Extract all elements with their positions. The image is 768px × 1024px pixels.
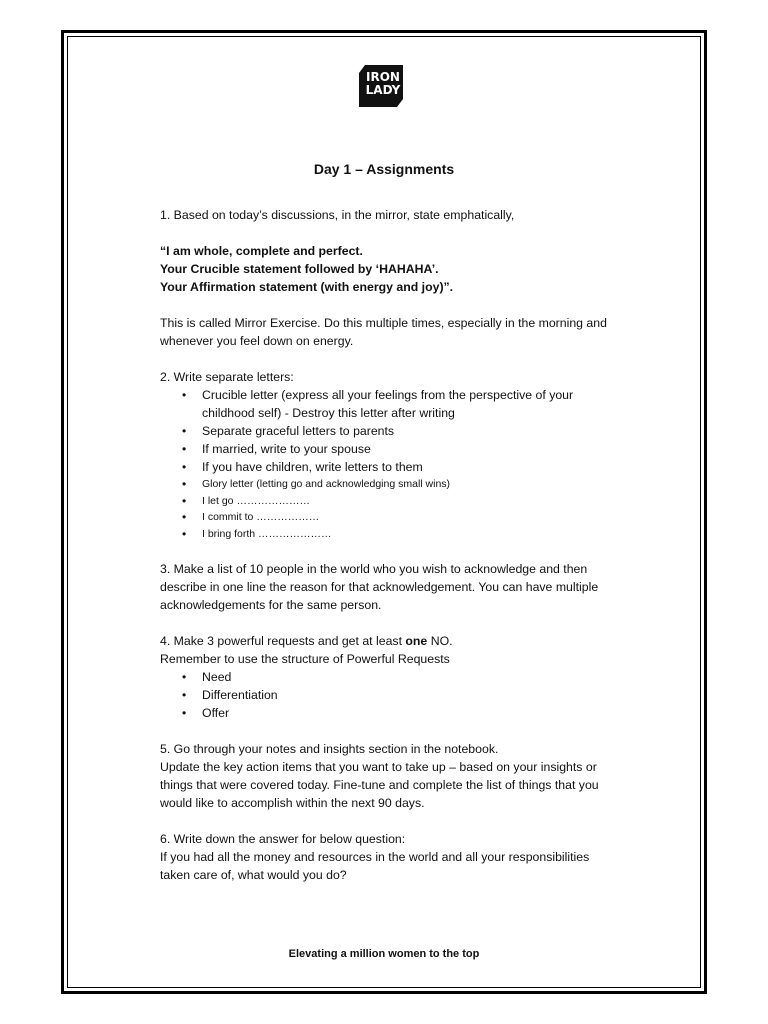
section5-line4: would like to accomplish within the next 90 days. — [160, 796, 425, 810]
list-item-text: Crucible letter (express all your feelings from the perspective of your — [202, 388, 574, 402]
section4-line1-end: NO. — [427, 634, 453, 648]
list-item-text: Need — [202, 670, 232, 684]
section1-intro: 1. Based on today’s discussions, in the mirror, state emphatically, — [160, 208, 515, 222]
list-item-text: I let go ………………… — [202, 494, 310, 507]
section5-line2: Update the key action items that you want to take up – based on your insights or — [160, 760, 597, 774]
section3-line3: acknowledgements for the same person. — [160, 598, 382, 612]
list-item — [202, 386, 640, 422]
requests-list — [160, 668, 640, 722]
section5-line3: things that were covered today. Fine-tune and complete the list of things that you — [160, 778, 599, 792]
list-item — [202, 422, 640, 440]
list-item — [202, 509, 640, 526]
section4-line1 — [160, 632, 640, 650]
list-item-text: I commit to ……………… — [202, 511, 320, 523]
footer-tagline: Elevating a million women to the top — [288, 948, 480, 960]
section5-line1: 5. Go through your notes and insights section in the notebook. — [160, 742, 499, 756]
section2-heading: 2. Write separate letters: — [160, 370, 294, 384]
list-item — [202, 668, 640, 686]
section4-line1-start: 4. Make 3 powerful requests and get at least — [160, 634, 406, 648]
section6-line1: 6. Write down the answer for below question: — [160, 832, 406, 846]
list-item — [202, 493, 640, 510]
iron-lady-logo — [359, 65, 403, 107]
logo-text-line2: LADY — [365, 83, 401, 97]
section6-line3: taken care of, what would you do? — [160, 868, 347, 882]
assignment-content — [160, 206, 640, 884]
list-item-text: If married, write to your spouse — [202, 442, 371, 456]
section4-line1-emphasis: one — [405, 634, 428, 648]
section6-line2: If you had all the money and resources in the world and all your responsibilities — [160, 850, 590, 864]
logo-text-line1: IRON — [366, 70, 400, 84]
section1-note-line2: whenever you feel down on energy. — [160, 334, 354, 348]
list-item-text: I bring forth ………………… — [202, 527, 332, 540]
section4-line2: Remember to use the structure of Powerful Requests — [160, 652, 450, 666]
list-item-text: Separate graceful letters to parents — [202, 424, 395, 438]
section1-quote-line1: “I am whole, complete and perfect. — [160, 244, 363, 258]
list-item-text: Glory letter (letting go and acknowledging small wins) — [202, 478, 451, 490]
list-item — [202, 440, 640, 458]
section3-line2: describe in one line the reason for that acknowledgement. You can have multiple — [160, 580, 599, 594]
section1-note-line1: This is called Mirror Exercise. Do this multiple times, especially in the morning and — [160, 316, 607, 330]
section1-quote-line3: Your Affirmation statement (with energy and joy)”. — [160, 280, 454, 294]
section1-quote-line2: Your Crucible statement followed by ‘HAHAHA’. — [160, 262, 439, 276]
list-item — [202, 704, 640, 722]
list-item — [202, 458, 640, 476]
list-item-text: If you have children, write letters to them — [202, 460, 423, 474]
list-item — [202, 686, 640, 704]
list-item — [202, 526, 640, 543]
list-item-text: Differentiation — [202, 688, 278, 702]
list-item-text: Offer — [202, 706, 230, 720]
page-title: Day 1 – Assignments — [313, 161, 455, 177]
letters-list — [160, 386, 640, 542]
list-item-text-continued: childhood self) - Destroy this letter after writing — [202, 406, 455, 420]
section3-line1: 3. Make a list of 10 people in the world who you wish to acknowledge and then — [160, 562, 588, 576]
list-item — [202, 476, 640, 493]
